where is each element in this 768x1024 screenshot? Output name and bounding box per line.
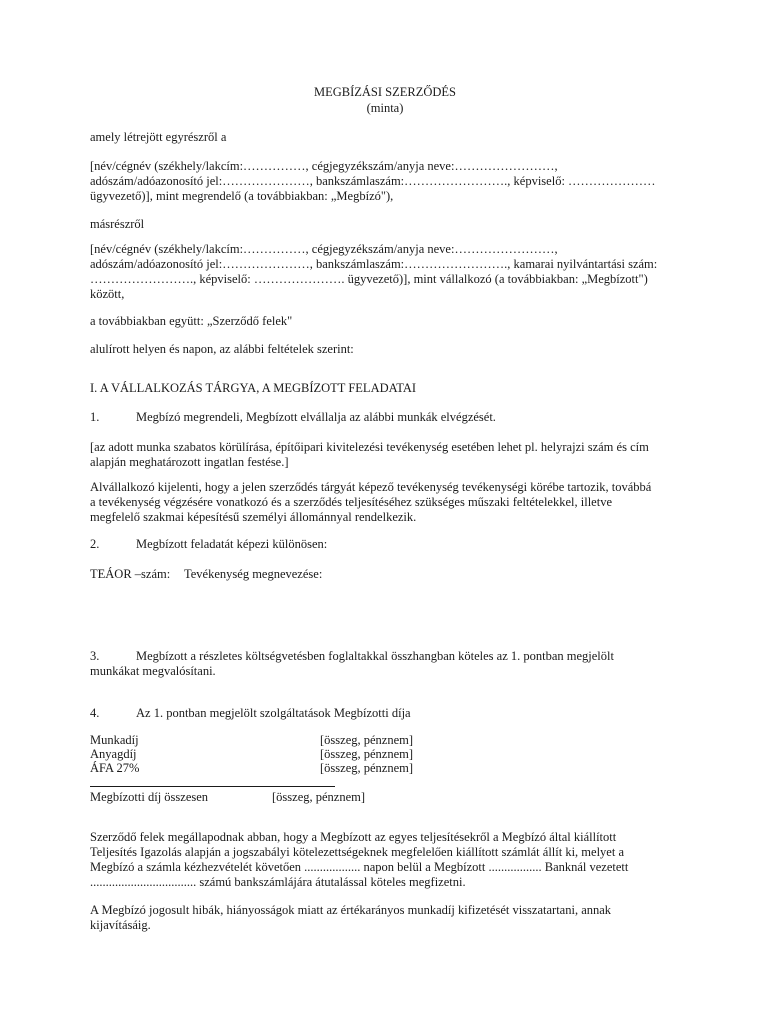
paragraph-2	[90, 536, 680, 552]
together-text: a továbbiakban együtt: „Szerződő felek"	[90, 314, 293, 328]
paragraph-3-number: 3.	[90, 649, 100, 663]
bracket-line2: alapján meghatározott ingatlan festése.]	[90, 455, 289, 469]
teaor-line	[90, 566, 680, 582]
paragraph-2-text: Megbízott feladatát képezi különösen:	[136, 537, 328, 551]
declaration-line2: a tevékenység végzésére vonatkozó és a szerződés teljesítéséhez szükséges műszaki feltételekkel, illetve	[90, 495, 612, 509]
payment-line2: Teljesítés Igazolás alapján a jogszabályi kötelezettségeknek megfelelően kiállított számlát állít ki, melyet a	[90, 845, 624, 859]
bracket-line1: [az adott munka szabatos körülírása, építőipari kivitelezési tevékenység esetében lehet pl. helyrajzi szám és cím	[90, 440, 649, 454]
party1-line2: adószám/adóazonosító jel:…………………, bankszámlaszám:……………………., képviselő: …………………	[90, 174, 656, 188]
place-date-text: alulírott helyen és napon, az alábbi feltételek szerint:	[90, 342, 354, 356]
payment-line1: Szerződő felek megállapodnak abban, hogy a Megbízott az egyes teljesítésekről a Megbízó által kiállított	[90, 830, 617, 844]
intro-text: amely létrejött egyrészről a	[90, 130, 227, 144]
withhold-line1: A Megbízó jogosult hibák, hiányosságok miatt az értékarányos munkadíj kifizetését visszatartani, annak	[90, 903, 612, 917]
section1-heading: I. A VÁLLALKOZÁS TÁRGYA, A MEGBÍZOTT FELADATAI	[90, 381, 417, 395]
teaor-label: TEÁOR –szám:	[90, 567, 171, 581]
declaration-line3: megfelelő szakmai képesítésű személyi állománnyal rendelkezik.	[90, 510, 417, 524]
fee-total-value: [összeg, pénznem]	[272, 790, 366, 804]
party1-line3: ügyvezető)], mint megrendelő (a továbbiakban: „Megbízó"),	[90, 189, 394, 203]
fee-total-row	[90, 789, 680, 805]
teaor-activity-label: Tevékenység megnevezése:	[184, 567, 323, 581]
paragraph-3-line2: munkákat megvalósítani.	[90, 664, 216, 678]
paragraph-3-text: Megbízott a részletes költségvetésben foglaltakkal összhangban köteles az 1. pontban megjelölt	[136, 649, 614, 663]
other-side-text: másrészről	[90, 217, 145, 231]
total-divider	[90, 786, 335, 787]
document-title: MEGBÍZÁSI SZERZŐDÉS	[313, 85, 457, 99]
paragraph-2-number: 2.	[90, 537, 100, 551]
party2-line1: [név/cégnév (székhely/lakcím:……………, cégjegyzékszám/anyja neve:……………………,	[90, 242, 558, 256]
fee-total-label: Megbízotti díj összesen	[90, 790, 209, 804]
fee-label: ÁFA 27%	[90, 761, 140, 775]
party2-line4: között,	[90, 287, 125, 301]
fee-value: [összeg, pénznem]	[320, 747, 414, 761]
declaration-line1: Alvállalkozó kijelenti, hogy a jelen szerződés tárgyát képező tevékenység tevékenységi körébe tartozik, továbbá	[90, 480, 652, 494]
fee-row	[90, 760, 680, 776]
paragraph-1-text: Megbízó megrendeli, Megbízott elvállalja az alábbi munkák elvégzését.	[136, 410, 496, 424]
payment-line4: .................................. számú bankszámlájára átutalással köteles megfizetni.	[90, 875, 466, 889]
payment-line3: Megbízó a számla kézhezvételét követően .................. napon belül a Megbízott ................. Banknál vezetett	[90, 860, 629, 874]
document-subtitle: (minta)	[366, 101, 404, 115]
paragraph-1	[90, 409, 680, 425]
fee-value: [összeg, pénznem]	[320, 761, 414, 775]
paragraph-4-number: 4.	[90, 706, 100, 720]
withhold-line2: kijavításáig.	[90, 918, 151, 932]
party2-line3: ……………………., képviselő: …………………. ügyvezető)], mint vállalkozó (a továbbiakban: „Megbízott")	[90, 272, 648, 286]
fee-label: Anyagdíj	[90, 747, 137, 761]
paragraph-4	[90, 705, 680, 721]
paragraph-1-number: 1.	[90, 410, 100, 424]
party1-line1: [név/cégnév (székhely/lakcím:……………, cégjegyzékszám/anyja neve:……………………,	[90, 159, 558, 173]
fee-value: [összeg, pénznem]	[320, 733, 414, 747]
paragraph-3	[90, 648, 680, 664]
paragraph-4-text: Az 1. pontban megjelölt szolgáltatások Megbízotti díja	[136, 706, 411, 720]
party2-line2: adószám/adóazonosító jel:…………………, bankszámlaszám:……………………., kamarai nyilvántartási szám:	[90, 257, 658, 271]
fee-label: Munkadíj	[90, 733, 139, 747]
